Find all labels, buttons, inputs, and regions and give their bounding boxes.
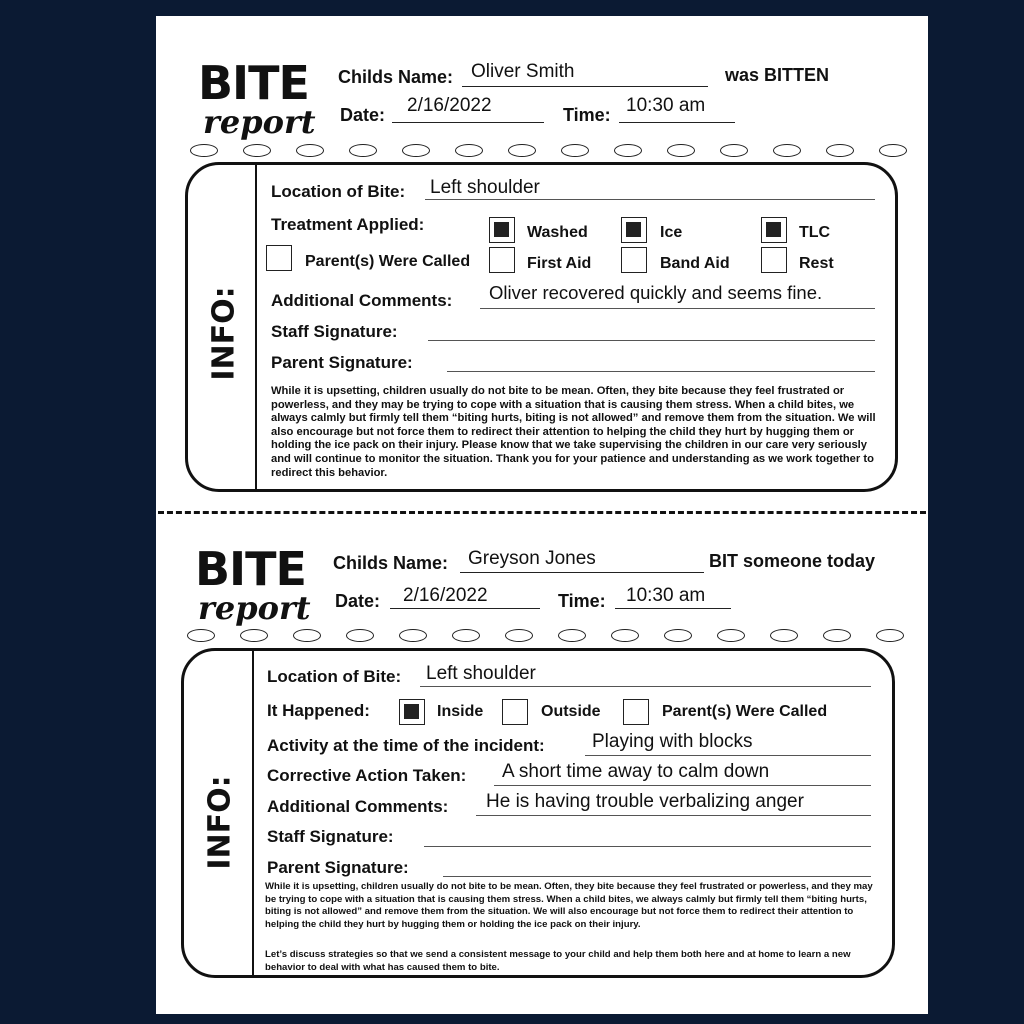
parent-signature-field[interactable] [443, 876, 871, 877]
perforation-oval [243, 144, 271, 157]
comments-line [480, 308, 875, 309]
location-line [425, 199, 875, 200]
staff-signature-label: Staff Signature: [271, 322, 398, 341]
info-label: INFO: [202, 775, 238, 870]
parent-signature-field[interactable] [447, 371, 875, 372]
childs-name-field[interactable]: Greyson Jones [468, 548, 596, 569]
perforation-oval [346, 629, 374, 642]
comments-field[interactable]: Oliver recovered quickly and seems fine. [489, 282, 823, 303]
perforation-oval [240, 629, 268, 642]
policy-paragraph: While it is upsetting, children usually do not bite to be mean. Often, they bite because they feel frustrated or powerless, and they may be trying to cope with a situation that is causing them stress. When a child bites, we always calmly but firmly tell them “biting hurts, biting is not allowed” and remove them from the situation. We will also encourage but not force them to redirect their attention to helping the child they hurt by hugging them or holding the ice pack on their injury. Please know that we take supervising the children in our care very seriously and will continue to monitor the situation. Thank you for your patience and understanding as we work together to redirect this behavior. [271, 385, 876, 479]
rest-checkbox[interactable] [761, 247, 787, 273]
activity-line [585, 755, 871, 756]
perforation-oval [611, 629, 639, 642]
perforation-oval [773, 144, 801, 157]
perforation-oval [558, 629, 586, 642]
perforation-ovals [187, 629, 904, 642]
parents-called-checkbox[interactable] [623, 699, 649, 725]
outside-checkbox[interactable] [502, 699, 528, 725]
washed-label: Washed [527, 224, 588, 241]
treatment-label: Treatment Applied: [271, 215, 425, 234]
first-aid-checkbox[interactable] [489, 247, 515, 273]
band-aid-checkbox[interactable] [621, 247, 647, 273]
policy-paragraph: While it is upsetting, children usually do not bite to be mean. Often, they bite because they feel frustrated or powerless, and they may be trying to cope with a situation that is causing them stress. When a child bites, we always calmly but firmly tell them “biting hurts, biting is not allowed” and remove them from the situation. We will also encourage but not force them to redirect their attention to helping the child they hurt by hugging them or holding the ice pack on their injury. [265, 881, 873, 930]
time-label: Time: [558, 591, 606, 611]
parent-signature-label: Parent Signature: [267, 858, 409, 877]
inside-label: Inside [437, 703, 484, 720]
status-text: was BITTEN [725, 65, 830, 85]
childs-name-label: Childs Name: [333, 553, 449, 573]
logo-report: report [198, 589, 311, 627]
washed-checkbox[interactable] [489, 217, 515, 243]
comments-label: Additional Comments: [267, 797, 449, 816]
location-label: Location of Bite: [271, 182, 406, 201]
logo-bite: BITE [195, 542, 306, 596]
ice-checkbox[interactable] [621, 217, 647, 243]
date-field[interactable]: 2/16/2022 [403, 585, 488, 606]
perforation-oval [402, 144, 430, 157]
corrective-line [494, 785, 871, 786]
logo-bite: BITE [198, 56, 309, 110]
date-label: Date: [340, 105, 386, 125]
happened-label: It Happened: [267, 701, 370, 720]
comments-line [476, 815, 871, 816]
location-label: Location of Bite: [267, 667, 402, 686]
perforation-oval [876, 629, 904, 642]
rest-label: Rest [799, 255, 834, 272]
logo-report: report [203, 103, 316, 141]
perforation-oval [561, 144, 589, 157]
cut-line [158, 511, 926, 514]
location-line [420, 686, 871, 687]
perforation-oval [717, 629, 745, 642]
perforation-oval [293, 629, 321, 642]
perforation-oval [187, 629, 215, 642]
time-field[interactable]: 10:30 am [626, 95, 706, 116]
perforation-oval [879, 144, 907, 157]
perforation-oval [296, 144, 324, 157]
perforation-oval [826, 144, 854, 157]
perforation-oval [399, 629, 427, 642]
corrective-label: Corrective Action Taken: [267, 766, 467, 785]
perforation-oval [720, 144, 748, 157]
activity-label: Activity at the time of the incident: [267, 736, 545, 755]
location-field[interactable]: Left shoulder [430, 177, 540, 198]
outside-label: Outside [541, 703, 601, 720]
perforation-oval [455, 144, 483, 157]
childs-name-line [462, 86, 708, 87]
perforation-oval [190, 144, 218, 157]
comments-label: Additional Comments: [271, 291, 453, 310]
tlc-label: TLC [799, 224, 831, 241]
time-label: Time: [563, 105, 611, 125]
staff-signature-field[interactable] [428, 340, 875, 341]
staff-signature-field[interactable] [424, 846, 871, 847]
tlc-checkbox[interactable] [761, 217, 787, 243]
first-aid-label: First Aid [527, 255, 592, 272]
childs-name-label: Childs Name: [338, 67, 454, 87]
perforation-oval [505, 629, 533, 642]
time-line [615, 608, 731, 609]
perforation-oval [452, 629, 480, 642]
band-aid-label: Band Aid [660, 255, 730, 272]
perforation-oval [664, 629, 692, 642]
ice-label: Ice [660, 224, 683, 241]
perforation-oval [770, 629, 798, 642]
info-divider [255, 164, 257, 490]
location-field[interactable]: Left shoulder [426, 663, 536, 684]
time-field[interactable]: 10:30 am [626, 585, 706, 606]
parents-called-label: Parent(s) Were Called [305, 253, 471, 270]
perforation-oval [667, 144, 695, 157]
corrective-field[interactable]: A short time away to calm down [502, 761, 770, 782]
date-field[interactable]: 2/16/2022 [407, 95, 492, 116]
strategy-paragraph: Let’s discuss strategies so that we send a consistent message to your child and help them both here and at home to learn a new behavior to deal with what has caused them to bite. [265, 949, 851, 973]
info-divider [252, 650, 254, 976]
date-line [390, 608, 540, 609]
date-label: Date: [335, 591, 381, 611]
perforation-oval [349, 144, 377, 157]
time-line [619, 122, 735, 123]
status-text: BIT someone today [709, 551, 876, 571]
activity-field[interactable]: Playing with blocks [592, 731, 753, 752]
perforation-oval [614, 144, 642, 157]
parent-signature-label: Parent Signature: [271, 353, 413, 372]
parents-called-label: Parent(s) Were Called [662, 703, 828, 720]
perforation-oval [508, 144, 536, 157]
staff-signature-label: Staff Signature: [267, 827, 394, 846]
date-line [392, 122, 544, 123]
perforation-ovals [190, 144, 907, 157]
childs-name-line [460, 572, 704, 573]
childs-name-field[interactable]: Oliver Smith [471, 61, 575, 82]
perforation-oval [823, 629, 851, 642]
info-label: INFO: [206, 286, 242, 381]
parents-called-checkbox[interactable] [266, 245, 292, 271]
inside-checkbox[interactable] [399, 699, 425, 725]
comments-field[interactable]: He is having trouble verbalizing anger [486, 791, 804, 812]
